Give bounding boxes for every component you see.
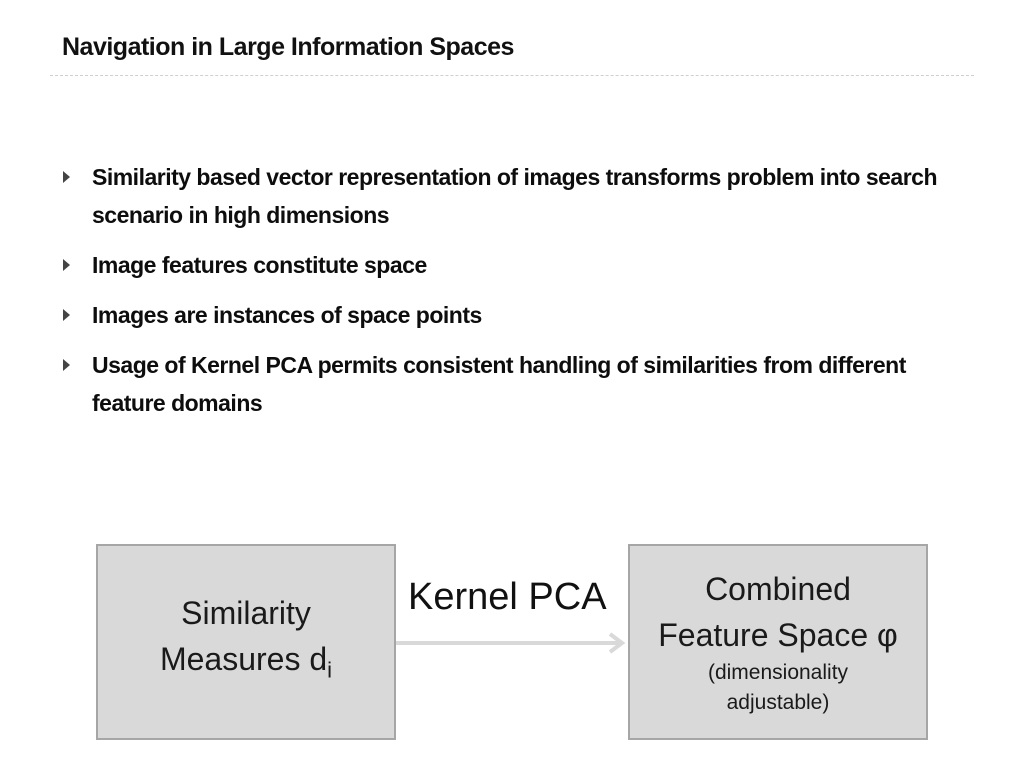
triangle-bullet-icon [63,171,70,183]
bullet-text: Similarity based vector representation of images transforms problem into search scenario in high dimensions [92,164,937,228]
triangle-bullet-icon [63,359,70,371]
bullet-text: Usage of Kernel PCA permits consistent handling of similarities from different feature domains [92,352,906,416]
bullet-text: Images are instances of space points [92,302,482,328]
measures-text: Measures d [159,641,328,678]
bullet-item [62,296,942,334]
similarity-label: Similarity [181,595,311,632]
right-arrow-icon [396,630,628,656]
bullet-text: Image features constitute space [92,252,427,278]
combined-feature-space-box [628,544,928,740]
slide-title: Navigation in Large Information Spaces [62,33,514,61]
combined-label: Combined [705,571,851,607]
bullet-list [62,158,942,434]
dimensionality-note: (dimensionality [707,661,849,684]
kernel-pca-label: Kernel PCA [408,576,607,618]
measures-label [160,636,332,693]
feature-space-label: Feature Space φ [658,617,898,653]
adjustable-note: adjustable) [726,691,830,714]
bullet-item [62,346,942,422]
bullet-item [62,246,942,284]
title-divider [50,75,974,76]
measures-subscript: i [327,657,333,683]
triangle-bullet-icon [63,259,70,271]
triangle-bullet-icon [63,309,70,321]
bullet-item [62,158,942,234]
similarity-measures-box [96,544,396,740]
